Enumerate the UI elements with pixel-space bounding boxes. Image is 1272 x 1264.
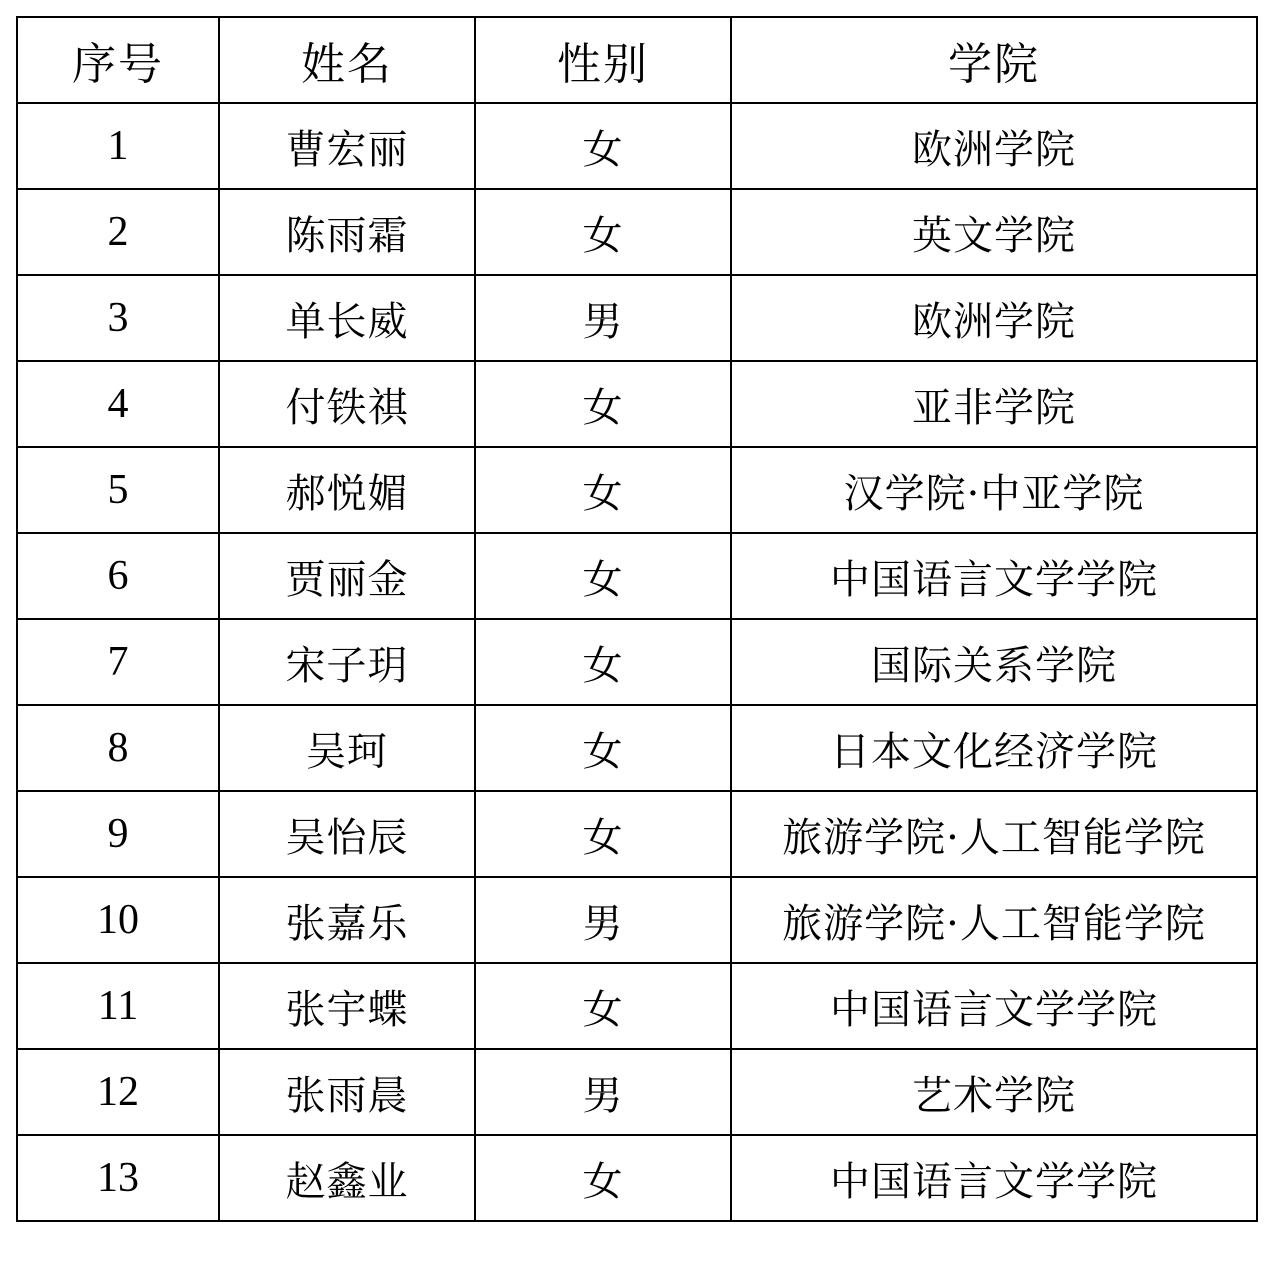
cell-college: 汉学院·中亚学院	[731, 447, 1257, 533]
table-row	[17, 877, 1257, 963]
table-row	[17, 791, 1257, 877]
cell-college: 中国语言文学学院	[731, 963, 1257, 1049]
cell-gender: 女	[475, 963, 731, 1049]
header-index: 序号	[17, 17, 219, 103]
cell-name: 单长威	[219, 275, 475, 361]
cell-gender: 男	[475, 275, 731, 361]
table-row	[17, 533, 1257, 619]
cell-gender: 女	[475, 447, 731, 533]
table-body	[17, 103, 1257, 1221]
table-row	[17, 963, 1257, 1049]
cell-name: 贾丽金	[219, 533, 475, 619]
table-header	[17, 17, 1257, 103]
cell-college: 亚非学院	[731, 361, 1257, 447]
cell-name: 吴珂	[219, 705, 475, 791]
cell-college: 欧洲学院	[731, 275, 1257, 361]
cell-gender: 女	[475, 705, 731, 791]
cell-index: 6	[17, 533, 219, 619]
cell-name: 曹宏丽	[219, 103, 475, 189]
cell-gender: 男	[475, 1049, 731, 1135]
table-row	[17, 275, 1257, 361]
cell-name: 张嘉乐	[219, 877, 475, 963]
cell-name: 张雨晨	[219, 1049, 475, 1135]
table-row	[17, 619, 1257, 705]
cell-college: 日本文化经济学院	[731, 705, 1257, 791]
cell-index: 10	[17, 877, 219, 963]
cell-name: 赵鑫业	[219, 1135, 475, 1221]
cell-index: 13	[17, 1135, 219, 1221]
cell-gender: 女	[475, 619, 731, 705]
cell-index: 9	[17, 791, 219, 877]
table-row	[17, 189, 1257, 275]
cell-index: 3	[17, 275, 219, 361]
header-name: 姓名	[219, 17, 475, 103]
cell-gender: 女	[475, 533, 731, 619]
cell-gender: 男	[475, 877, 731, 963]
header-gender: 性别	[475, 17, 731, 103]
header-college: 学院	[731, 17, 1257, 103]
cell-college: 中国语言文学学院	[731, 1135, 1257, 1221]
table-row	[17, 705, 1257, 791]
cell-college: 艺术学院	[731, 1049, 1257, 1135]
cell-name: 郝悦媚	[219, 447, 475, 533]
cell-index: 11	[17, 963, 219, 1049]
cell-name: 张宇蝶	[219, 963, 475, 1049]
cell-college: 旅游学院·人工智能学院	[731, 877, 1257, 963]
cell-name: 吴怡辰	[219, 791, 475, 877]
cell-college: 国际关系学院	[731, 619, 1257, 705]
cell-index: 12	[17, 1049, 219, 1135]
student-roster-table	[16, 16, 1258, 1222]
cell-index: 8	[17, 705, 219, 791]
table-row	[17, 1135, 1257, 1221]
cell-index: 1	[17, 103, 219, 189]
cell-college: 欧洲学院	[731, 103, 1257, 189]
table-row	[17, 361, 1257, 447]
cell-index: 4	[17, 361, 219, 447]
cell-college: 旅游学院·人工智能学院	[731, 791, 1257, 877]
cell-name: 陈雨霜	[219, 189, 475, 275]
cell-index: 7	[17, 619, 219, 705]
table-row	[17, 103, 1257, 189]
cell-college: 中国语言文学学院	[731, 533, 1257, 619]
cell-index: 5	[17, 447, 219, 533]
cell-gender: 女	[475, 361, 731, 447]
cell-gender: 女	[475, 189, 731, 275]
table-row	[17, 447, 1257, 533]
cell-gender: 女	[475, 791, 731, 877]
cell-index: 2	[17, 189, 219, 275]
cell-gender: 女	[475, 1135, 731, 1221]
cell-name: 宋子玥	[219, 619, 475, 705]
cell-name: 付铁祺	[219, 361, 475, 447]
cell-college: 英文学院	[731, 189, 1257, 275]
table-row	[17, 1049, 1257, 1135]
cell-gender: 女	[475, 103, 731, 189]
header-row	[17, 17, 1257, 103]
